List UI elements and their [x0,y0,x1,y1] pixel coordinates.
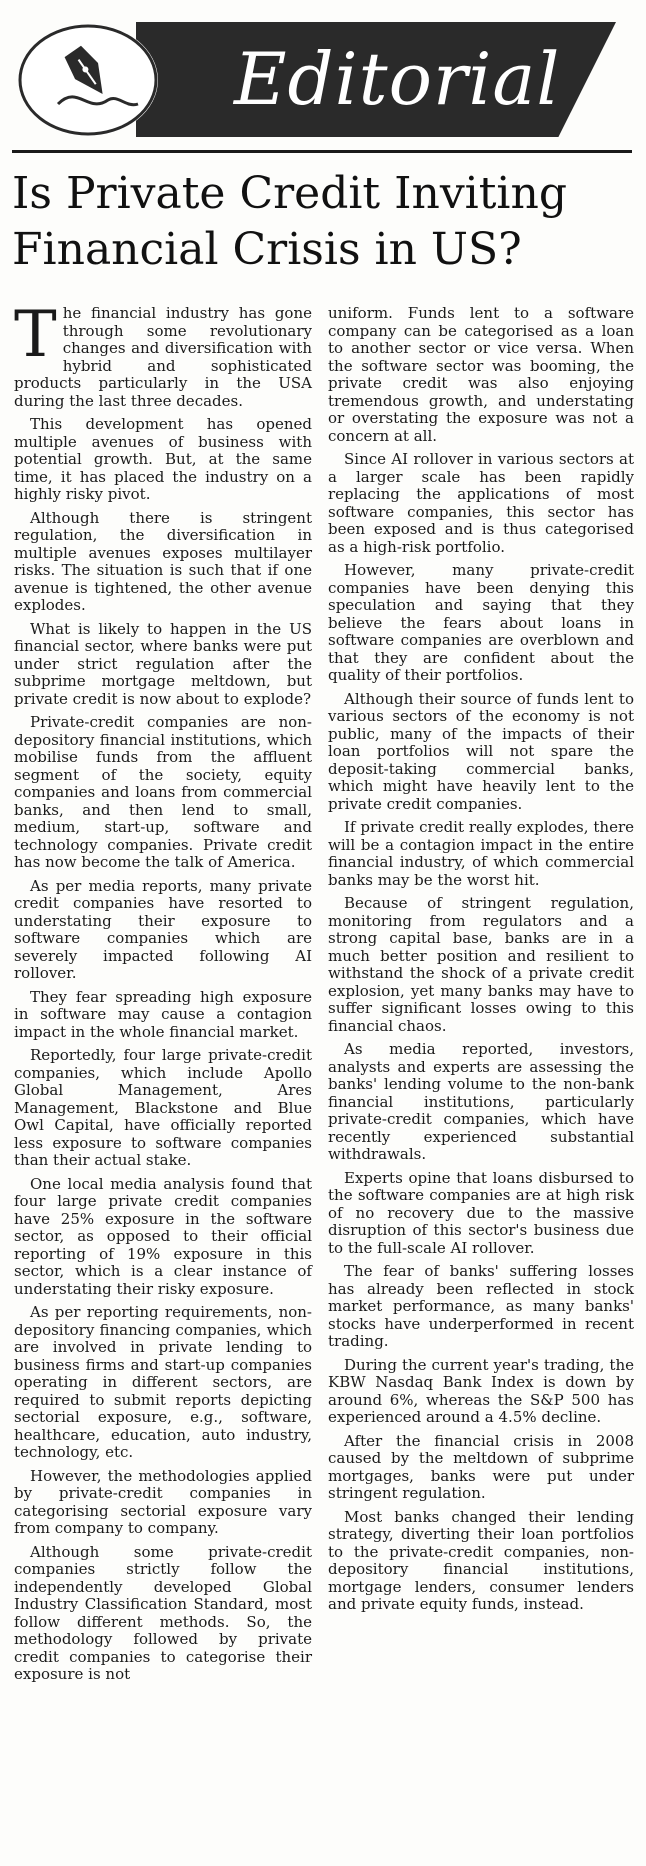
paragraph: Although there is stringent regulation, the diversification in multiple avenues exposes multilayer risks. The situation is such that if one avenue is tightened, the other avenue explodes. [14,508,312,614]
headline-line-1: Is Private Credit Inviting [12,168,568,219]
paragraph: Although their source of funds lent to various sectors of the economy is not public, many of the impacts of their loan portfolios will not spare the deposit-taking commercial banks, which might have heavily lent to the private credit companies. [328,689,634,813]
paragraph: uniform. Funds lent to a software company can be categorised as a loan to another sector or vice versa. When the software sector was booming, the private credit was also enjoying tremendous growth, and understating or overstating the exposure was not a concern at all. [328,304,634,445]
paragraph-text: he financial industry has gone through some revolutionary changes and diversification with hybrid and sophisticated products particularly in the USA during the last three decades. [14,304,312,410]
article-column-right [328,305,634,1620]
paragraph: As per reporting requirements, non-depository financing companies, which are involved in private lending to business firms and start-up companies operating in different sectors, are required to submit reports depicting sectorial exposure, e.g., software, healthcare, education, auto industry, technology, etc. [14,1303,312,1461]
paragraph: However, the methodologies applied by private-credit companies in categorising sectorial exposure vary from company to company. [14,1466,312,1537]
paragraph: Experts opine that loans disbursed to the software companies are at high risk of no recovery due to the massive disruption of this sector's business due to the full-scale AI rollover. [328,1168,634,1257]
drop-cap: T [14,298,57,372]
paragraph: This development has opened multiple avenues of business with potential growth. But, at the same time, it has placed the industry on a highly risky pivot. [14,415,312,503]
paragraph: One local media analysis found that four large private credit companies have 25% exposure in the software sector, as opposed to their official reporting of 19% exposure in this sector, which is a clear instance of understating their risky exposure. [14,1174,312,1298]
paragraph: Private-credit companies are non-depository financial institutions, which mobilise funds from the affluent segment of the society, equity companies and loans from commercial banks, and then lend to small, medium, start-up, software and technology companies. Private credit has now become the talk of America. [14,713,312,871]
paragraph: The fear of banks' suffering losses has already been reflected in stock market performance, as many banks' stocks have underperformed in recent trading. [328,1262,634,1350]
paragraph: However, many private-credit companies have been denying this speculation and saying that they believe the fears about loans in software companies are overblown and that they are confident about the quality of their portfolios. [328,561,634,684]
header-rule [12,150,632,153]
paragraph: Reportedly, four large private-credit companies, which include Apollo Global Management, Ares Management, Blackstone and Blue Owl Capital, have officially reported less exposure to software companies than their actual stake. [14,1046,312,1169]
paragraph: As per media reports, many private credit companies have resorted to understating their exposure to software companies which are severely impacted following AI rollover. [14,876,312,982]
paragraph: If private credit really explodes, there will be a contagion impact in the entire financial industry, of which commercial banks may be the worst hit. [328,818,634,889]
section-title: Editorial [234,37,561,121]
paragraph: Since AI rollover in various sectors at a larger scale has been rapidly replacing the applications of most software companies, this sector has been exposed and is thus categorised as a high-risk portfolio. [328,450,634,556]
paragraph: Most banks changed their lending strategy, diverting their loan portfolios to the private-credit companies, non-depository financial institutions, mortgage lenders, consumer lenders and private equity funds, instead. [328,1507,634,1613]
paragraph: During the current year's trading, the KBW Nasdaq Bank Index is down by around 6%, whereas the S&P 500 has experienced around a 4.5% decline. [328,1355,634,1426]
paragraph: After the financial crisis in 2008 caused by the meltdown of subprime mortgages, banks were put under stringent regulation. [328,1431,634,1502]
headline-line-2: Financial Crisis in US? [12,224,522,275]
editorial-banner [16,22,628,137]
fountain-pen-nib-icon [18,24,158,136]
paragraph: Although some private-credit companies strictly follow the independently developed Global Industry Classification Standard, most follow different methods. So, the methodology followed by private credit companies to categorise their exposure is not [14,1542,312,1683]
headline [12,166,636,278]
paragraph: Because of stringent regulation, monitoring from regulators and a strong capital base, banks are in a much better position and resilient to withstand the shock of a private credit explosion, yet many banks may have to suffer significant losses owing to this financial chaos. [328,894,634,1035]
paragraph: They fear spreading high exposure in software may cause a contagion impact in the whole financial market. [14,987,312,1041]
article-column-left [14,298,312,1690]
paragraph: What is likely to happen in the US financial sector, where banks were put under strict regulation after the subprime mortgage meltdown, but private credit is now about to explode? [14,619,312,708]
paragraph: As media reported, investors, analysts and experts are assessing the banks' lending volume to the non-bank financial institutions, particularly private-credit companies, which have recently experienced substantial withdrawals. [328,1040,634,1163]
paragraph [14,298,312,410]
